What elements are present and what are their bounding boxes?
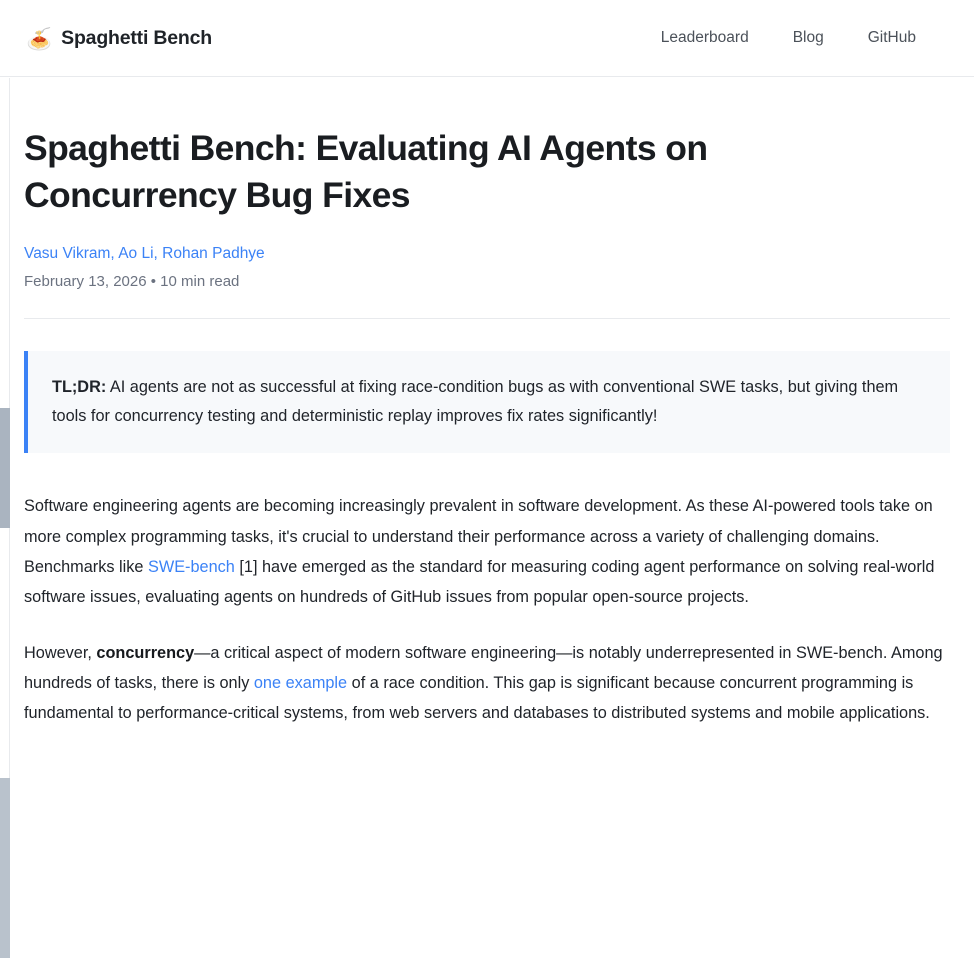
tldr-callout: [24, 351, 950, 453]
brand-link[interactable]: [26, 27, 212, 50]
article-authors[interactable]: [24, 245, 950, 263]
brand-name: Spaghetti Bench: [61, 26, 213, 49]
tldr-label: TL;DR:: [52, 378, 107, 397]
paragraph-2-part-3: of a race condition. This gap is significant because concurrent programming is fundamental to performance-critical systems, from web servers and databases to distributed systems and mobile applications.: [24, 674, 930, 723]
main-nav: [661, 29, 948, 47]
nav-github[interactable]: GitHub: [867, 29, 916, 46]
nav-leaderboard[interactable]: Leaderboard: [660, 29, 749, 46]
paragraph-2-part-1: However,: [24, 643, 97, 662]
paragraph-2-bold-concurrency: concurrency: [96, 643, 195, 662]
paragraph-1: [24, 491, 950, 612]
authors-text: Vasu Vikram, Ao Li, Rohan Padhye: [24, 245, 265, 263]
divider: [24, 318, 950, 319]
page-edge-rail: [0, 78, 10, 893]
paragraph-2-part-2: —a critical aspect of modern software engineering—is notably underrepresented in SWE-bench. Among hundreds of tasks, there is only: [24, 643, 943, 693]
article-meta: February 13, 2026 • 10 min read: [24, 273, 240, 291]
link-one-example[interactable]: one example: [253, 674, 348, 693]
rail-segment: [0, 408, 10, 528]
tldr-text: AI agents are not as successful at fixing race-condition bugs as with conventional SWE tasks, but giving them tools for concurrency testing and deterministic replay improves fix rates significantly!: [52, 378, 899, 426]
nav-blog[interactable]: Blog: [792, 29, 824, 46]
spaghetti-icon: 🍝: [26, 27, 53, 51]
page-title: Spaghetti Bench: Evaluating AI Agents on Concurrency Bug Fixes: [24, 128, 708, 216]
rail-segment: [0, 778, 10, 958]
paragraph-1-part-1: Software engineering agents are becoming increasingly prevalent in software development. As these AI-powered tools take on more complex programming tasks, it's crucial to understand their performance across a variety of challenging domains. Benchmarks like: [24, 497, 933, 576]
site-header: [0, 0, 974, 77]
article: [0, 77, 974, 728]
paragraph-2: [24, 638, 950, 728]
link-swe-bench[interactable]: SWE-bench: [147, 557, 235, 576]
paragraph-1-part-2: [1] have emerged as the standard for measuring coding agent performance on solving real-world software issues, evaluating agents on hundreds of GitHub issues from popular open-source projects.: [24, 557, 935, 606]
